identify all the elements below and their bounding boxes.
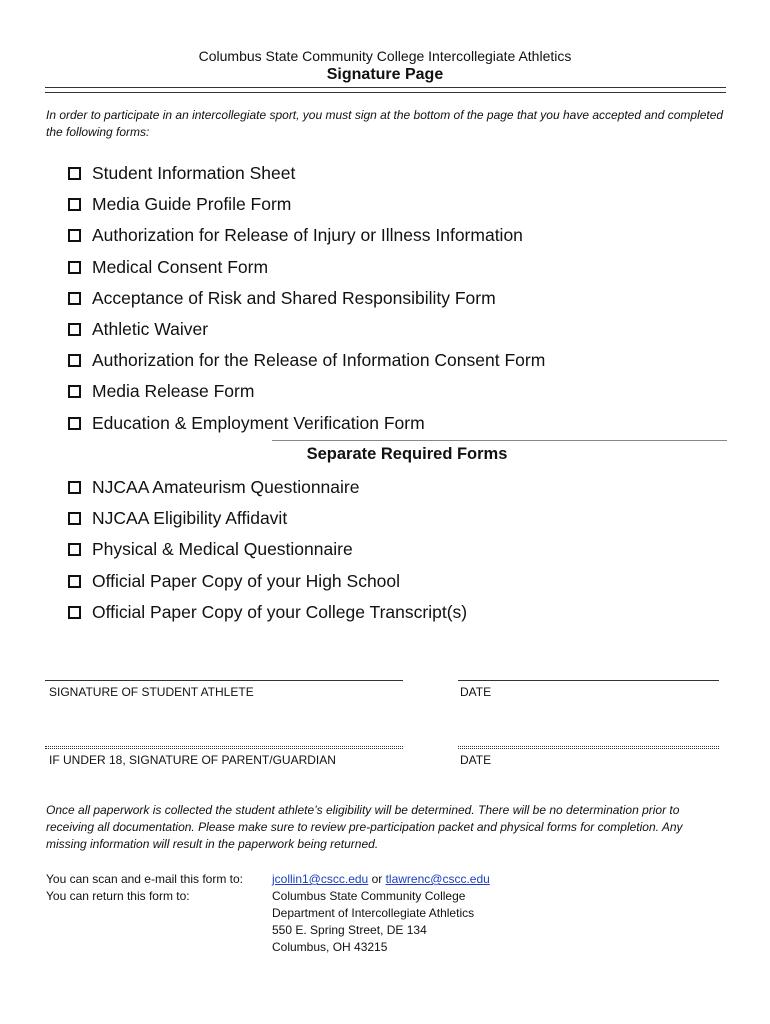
form-item [68,534,467,565]
form-item-label: Student Information Sheet [92,163,296,184]
form-item-label: Medical Consent Form [92,256,269,277]
form-item-label: Media Release Form [92,381,255,402]
organization-name: Columbus State Community College Intercollegiate Athletics [198,48,572,64]
form-item [68,566,467,597]
form-item-label: Acceptance of Risk and Shared Responsibility Form [92,287,496,308]
form-item [68,283,545,314]
form-item [68,503,467,534]
student-date-label: DATE [460,685,492,699]
checkbox-icon[interactable] [68,323,81,336]
email-instruction: You can scan and e-mail this form to: [46,872,243,886]
form-item-label: Physical & Medical Questionnaire [92,539,353,560]
checkbox-icon[interactable] [68,385,81,398]
address-line: Department of Intercollegiate Athletics [272,906,475,920]
closing-notice: Once all paperwork is collected the student athlete’s eligibility will be determined. There will be no determination prior to receiving all documentation. Please make sure to review pre-participation packet and physical forms for completion. Any missing information will result in the paperwork being returned. [46,803,683,851]
form-item-label: Education & Employment Verification Form [92,412,425,433]
email-joiner: or [368,872,386,886]
required-forms-list [68,158,545,439]
checkbox-icon[interactable] [68,198,81,211]
checkbox-icon[interactable] [68,543,81,556]
checkbox-icon[interactable] [68,354,81,367]
address-line: Columbus State Community College [272,889,466,903]
return-instruction: You can return this form to: [46,889,190,903]
form-item-label: Authorization for Release of Injury or Illness Information [92,225,523,246]
checkbox-icon[interactable] [68,512,81,525]
student-signature-line[interactable] [45,680,403,681]
address-line: 550 E. Spring Street, DE 134 [272,923,427,937]
parent-signature-label: IF UNDER 18, SIGNATURE OF PARENT/GUARDIAN [49,753,336,767]
form-item [68,408,545,439]
form-item-label: NJCAA Amateurism Questionnaire [92,477,360,498]
separate-forms-heading: Separate Required Forms [306,445,508,463]
form-item [68,189,545,220]
form-item [68,314,545,345]
form-item [68,158,545,189]
checkbox-icon[interactable] [68,481,81,494]
email-link-2[interactable]: tlawrenc@cscc.edu [385,872,490,886]
form-item-label: Authorization for the Release of Information Consent Form [92,350,546,371]
intro-text: In order to participate in an intercollegiate sport, you must sign at the bottom of the page that you have accepted and completed the following forms: [46,108,724,139]
checkbox-icon[interactable] [68,606,81,619]
address-line: Columbus, OH 43215 [272,940,388,954]
checkbox-icon[interactable] [68,292,81,305]
contact-values [272,871,572,956]
parent-date-line[interactable] [458,746,719,749]
form-item-label: NJCAA Eligibility Affidavit [92,508,288,529]
email-line [272,871,572,888]
form-item [68,345,545,376]
section-divider [272,440,727,441]
form-item-label: Athletic Waiver [92,319,209,340]
form-item-label: Official Paper Copy of your High School [92,570,401,591]
form-item [68,597,467,628]
checkbox-icon[interactable] [68,261,81,274]
form-item [68,376,545,407]
separate-forms-list [68,472,467,628]
form-item [68,220,545,251]
contact-labels [46,871,272,905]
student-signature-label: SIGNATURE OF STUDENT ATHLETE [49,685,254,699]
checkbox-icon[interactable] [68,575,81,588]
parent-signature-line[interactable] [45,746,403,749]
form-item-label: Official Paper Copy of your College Transcript(s) [92,601,468,622]
checkbox-icon[interactable] [68,417,81,430]
email-link-1[interactable]: jcollin1@cscc.edu [272,872,369,886]
checkbox-icon[interactable] [68,229,81,242]
form-item-label: Media Guide Profile Form [92,194,292,215]
form-item [68,472,467,503]
checkbox-icon[interactable] [68,167,81,180]
form-item [68,252,545,283]
page-title: Signature Page [326,66,444,83]
student-date-line[interactable] [458,680,719,681]
parent-date-label: DATE [460,753,492,767]
title-double-rule [45,87,726,93]
